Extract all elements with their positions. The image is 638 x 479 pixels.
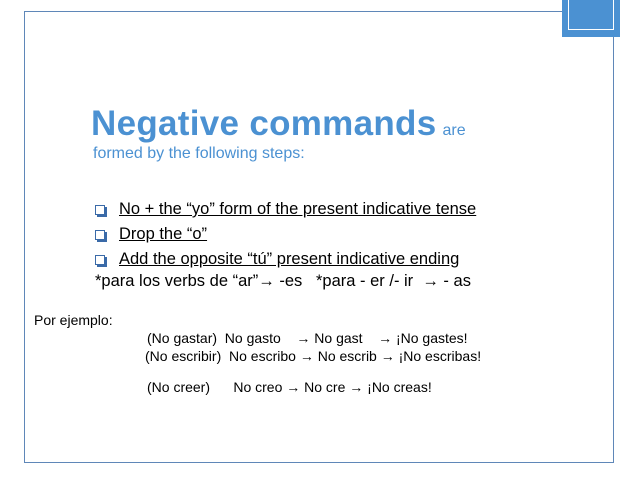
examples-label: Por ejemplo: bbox=[34, 312, 113, 328]
checkbox-bullet-icon bbox=[95, 255, 105, 265]
list-item bbox=[95, 247, 476, 272]
steps-list bbox=[95, 197, 476, 272]
list-item bbox=[95, 197, 476, 222]
title-tail: are bbox=[442, 122, 466, 139]
step-text: No + the “yo” form of the present indicative tense bbox=[119, 200, 477, 218]
conjugation-note: *para los verbs de “ar”→ -es *para - er /- ir → - as bbox=[95, 272, 471, 290]
example-row: (No escribir) No escribo → No escrib → ¡No escribas! bbox=[145, 348, 482, 364]
slide-subtitle: formed by the following steps: bbox=[93, 145, 305, 162]
step-text: Add the opposite “tú” present indicative ending bbox=[119, 250, 460, 268]
example-row: (No creer) No creo → No cre → ¡No creas! bbox=[147, 379, 432, 395]
step-text: Drop the “o” bbox=[119, 225, 208, 243]
corner-accent-outline bbox=[568, 0, 614, 30]
checkbox-bullet-icon bbox=[95, 205, 105, 215]
example-row: (No gastar) No gasto → No gast → ¡No gastes! bbox=[147, 330, 468, 346]
checkbox-bullet-icon bbox=[95, 230, 105, 240]
list-item bbox=[95, 222, 476, 247]
slide-title bbox=[91, 104, 591, 144]
title-main: Negative commands bbox=[91, 104, 437, 143]
